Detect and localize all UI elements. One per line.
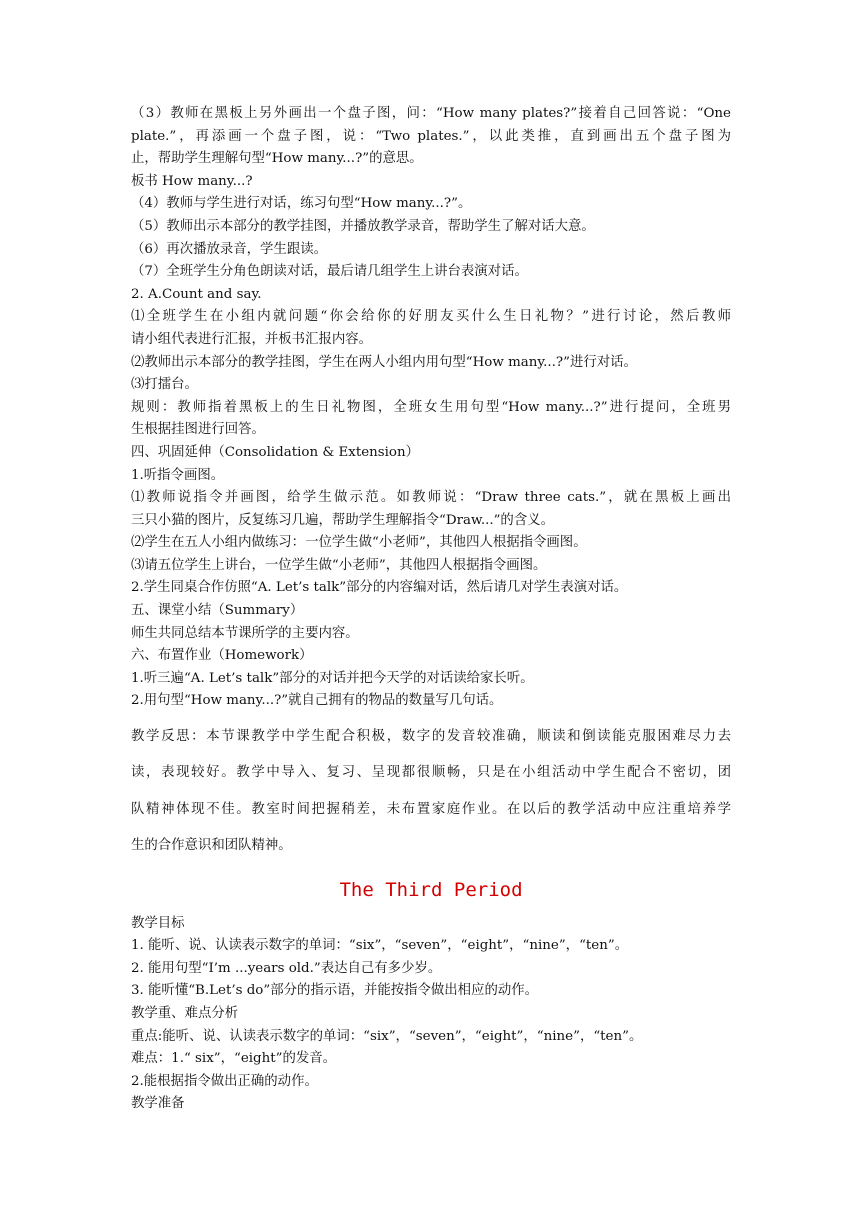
section-consolidation-heading: 四、巩固延伸（Consolidation & Extension） <box>131 444 419 460</box>
reflection-line-4: 生的合作意识和团队精神。 <box>131 838 292 854</box>
preparation-heading: 教学准备 <box>131 1096 185 1112</box>
count-step-3: ⑶打擂台。 <box>131 377 198 393</box>
count-step-2: ⑵教师出示本部分的教学挂图，学生在两人小组内用句型“How many...?”进行对话。 <box>131 354 637 370</box>
key-points-heading: 教学重、难点分析 <box>131 1006 239 1022</box>
teaching-reflection <box>131 719 731 865</box>
section-summary-heading: 五、课堂小结（Summary） <box>131 603 304 619</box>
difficulty-1: 难点：1.“ six”，“eight”的发音。 <box>131 1051 337 1067</box>
reflection-line-3: 队精神体现不佳。教室时间把握稍差，未布置家庭作业。在以后的教学活动中应注重培养学 <box>131 801 731 817</box>
key-point: 重点:能听、说、认读表示数字的单词：“six”，“seven”，“eight”，“nine”，“ten”。 <box>131 1028 643 1044</box>
period-title: The Third Period <box>339 878 523 901</box>
step-4: （4）教师与学生进行对话，练习句型“How many...?”。 <box>131 196 472 212</box>
step-3-line-3: 止，帮助学生理解句型“How many...?”的意思。 <box>131 151 423 167</box>
extension-step-1-line-2: 三只小猫的图片，反复练习几遍，帮助学生理解指令“Draw...”的含义。 <box>131 512 554 528</box>
goal-1: 1. 能听、说、认读表示数字的单词：“six”，“seven”，“eight”，“nine”，“ten”。 <box>131 938 629 954</box>
section-homework-heading: 六、布置作业（Homework） <box>131 648 313 664</box>
extension-step-2: ⑵学生在五人小组内做练习：一位学生做“小老师”，其他四人根据指令画图。 <box>131 535 587 551</box>
reflection-line-1: 教学反思：本节课教学中学生配合积极，数字的发音较准确，顺读和倒读能克服困难尽力去 <box>131 729 731 745</box>
count-step-1-line-2: 请小组代表进行汇报，并板书汇报内容。 <box>131 331 373 347</box>
extension-step-3: ⑶请五位学生上讲台，一位学生做“小老师”，其他四人根据指令画图。 <box>131 557 547 573</box>
reflection-line-2: 读，表现较好。教学中导入、复习、呈现都很顺畅，只是在小组活动中学生配合不密切，团 <box>131 765 731 781</box>
extension-step-1-line-1: ⑴教师说指令并画图，给学生做示范。如教师说：“Draw three cats.”，就在黑板上画出 <box>131 490 731 506</box>
count-step-1-line-1: ⑴全班学生在小组内就问题“你会给你的好朋友买什么生日礼物？”进行讨论，然后教师 <box>131 309 731 325</box>
teaching-goals-heading: 教学目标 <box>131 915 185 931</box>
goal-2: 2. 能用句型“I’m ...years old.”表达自己有多少岁。 <box>131 960 442 976</box>
blackboard-note: 板书 How many...? <box>131 173 253 189</box>
step-3-line-2: plate.”，再添画一个盘子图，说：“Two plates.”，以此类推，直到画出五个盘子图为 <box>131 128 731 144</box>
step-7: （7）全班学生分角色朗读对话，最后请几组学生上讲台表演对话。 <box>131 264 528 280</box>
rule-line-1: 规则：教师指着黑板上的生日礼物图，全班女生用句型“How many...?”进行提问，全班男 <box>131 399 731 415</box>
summary-text: 师生共同总结本节课所学的主要内容。 <box>131 625 359 641</box>
step-5: （5）教师出示本部分的教学挂图，并播放教学录音，帮助学生了解对话大意。 <box>131 218 595 234</box>
section-count-and-say: 2. A.Count and say. <box>131 286 262 302</box>
goal-3: 3. 能听懂“B.Let’s do”部分的指示语，并能按指令做出相应的动作。 <box>131 983 539 999</box>
homework-item-1: 1.听三遍“A. Let’s talk”部分的对话并把今天学的对话读给家长听。 <box>131 670 534 686</box>
difficulty-2: 2.能根据指令做出正确的动作。 <box>131 1073 318 1089</box>
rule-line-2: 生根据挂图进行回答。 <box>131 422 265 438</box>
step-6: （6）再次播放录音，学生跟读。 <box>131 241 327 257</box>
homework-item-2: 2.用句型“How many...?”就自己拥有的物品的数量写几句话。 <box>131 693 503 709</box>
step-3-line-1: （3）教师在黑板上另外画出一个盘子图，问：“How many plates?”接着自己回答说：“One <box>131 106 731 121</box>
document-body <box>131 103 731 1116</box>
extension-item-1: 1.听指令画图。 <box>131 467 225 483</box>
extension-item-2: 2.学生同桌合作仿照“A. Let’s talk”部分的内容编对话，然后请几对学生表演对话。 <box>131 580 628 596</box>
